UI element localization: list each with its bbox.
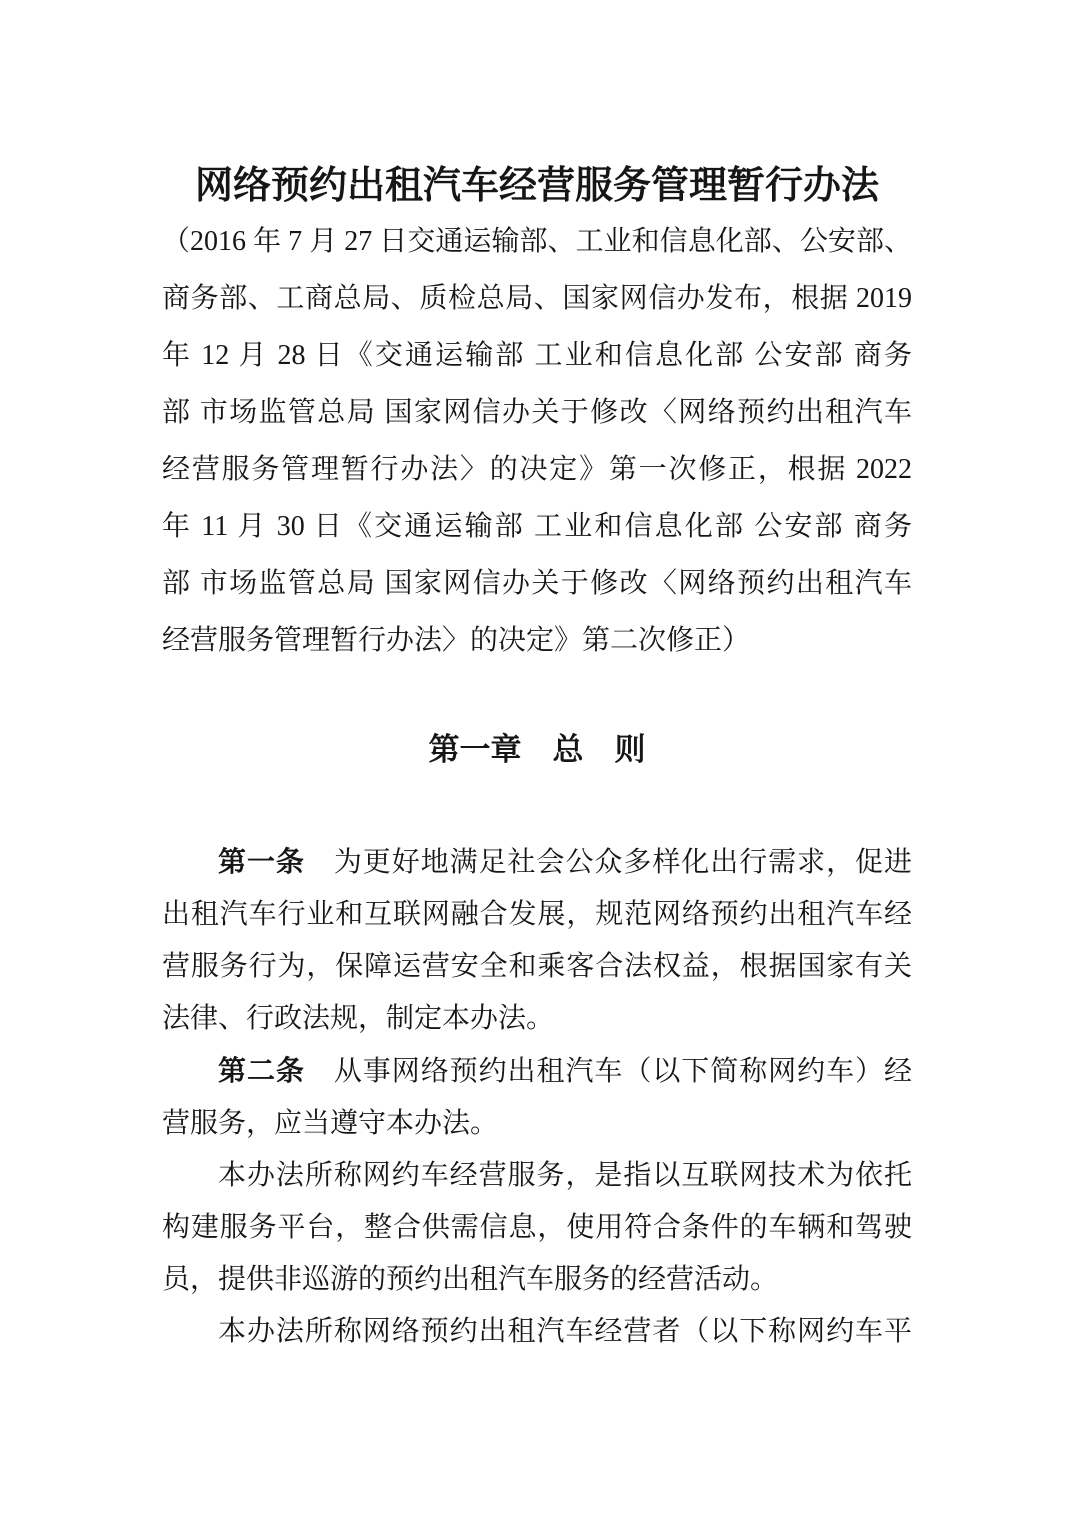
text-segment: 商务部、工商总局、质检总局、国家网信办发布，根据 2019 xyxy=(162,283,912,314)
text-segment: （2016 年 7 月 27 日交通运输部、工业和信息化部、公安部、 xyxy=(162,226,912,257)
text-segment: 部 市场监管总局 国家网信办关于修改〈网络预约出租汽车 xyxy=(162,397,912,428)
text-segment: 经营服务管理暂行办法〉的决定》第一次修正，根据 2022 xyxy=(162,454,912,485)
document-title: 网络预约出租汽车经营服务管理暂行办法 xyxy=(194,165,879,207)
text-line xyxy=(162,270,912,327)
text-line xyxy=(162,1045,912,1098)
text-segment: 从事网络预约出租汽车（以下简称网约车）经 xyxy=(304,1056,912,1087)
text-line xyxy=(162,1202,912,1254)
text-line xyxy=(162,1098,912,1150)
text-line xyxy=(162,612,912,669)
text-line xyxy=(162,1150,912,1202)
text-segment: 营服务行为，保障运营安全和乘客合法权益，根据国家有关 xyxy=(162,951,912,982)
text-line xyxy=(162,555,912,612)
text-line xyxy=(162,1306,912,1358)
text-segment: 部 市场监管总局 国家网信办关于修改〈网络预约出租汽车 xyxy=(162,568,912,599)
text-line xyxy=(162,384,912,441)
text-line xyxy=(162,993,912,1045)
text-segment: 员，提供非巡游的预约出租汽车服务的经营活动。 xyxy=(162,1264,779,1295)
text-line xyxy=(162,1254,912,1306)
text-segment: 为更好地满足社会公众多样化出行需求，促进 xyxy=(304,847,912,878)
text-segment: 本办法所称网络预约出租汽车经营者（以下称网约车平 xyxy=(218,1316,912,1347)
article-number: 第二条 xyxy=(218,1055,305,1086)
text-segment: 年 11 月 30 日《交通运输部 工业和信息化部 公安部 商务 xyxy=(162,511,912,542)
text-segment: 法律、行政法规，制定本办法。 xyxy=(162,1003,555,1034)
article-number: 第一条 xyxy=(218,846,305,877)
text-segment: 年 12 月 28 日《交通运输部 工业和信息化部 公安部 商务 xyxy=(162,340,912,371)
article-body xyxy=(162,836,912,1358)
text-line xyxy=(162,213,912,270)
text-segment: 构建服务平台，整合供需信息，使用符合条件的车辆和驾驶 xyxy=(162,1212,912,1243)
text-line xyxy=(162,441,912,498)
text-line xyxy=(162,941,912,993)
preamble-paragraph xyxy=(162,213,912,669)
text-segment: 经营服务管理暂行办法〉的决定》第二次修正） xyxy=(162,625,751,656)
text-line xyxy=(162,836,912,889)
text-line xyxy=(162,327,912,384)
chapter-heading: 第一章 总 则 xyxy=(428,732,646,767)
text-line xyxy=(162,889,912,941)
text-segment: 营服务，应当遵守本办法。 xyxy=(162,1108,499,1139)
text-segment: 出租汽车行业和互联网融合发展，规范网络预约出租汽车经 xyxy=(162,899,912,930)
text-segment: 本办法所称网约车经营服务，是指以互联网技术为依托 xyxy=(218,1160,912,1191)
text-line xyxy=(162,498,912,555)
